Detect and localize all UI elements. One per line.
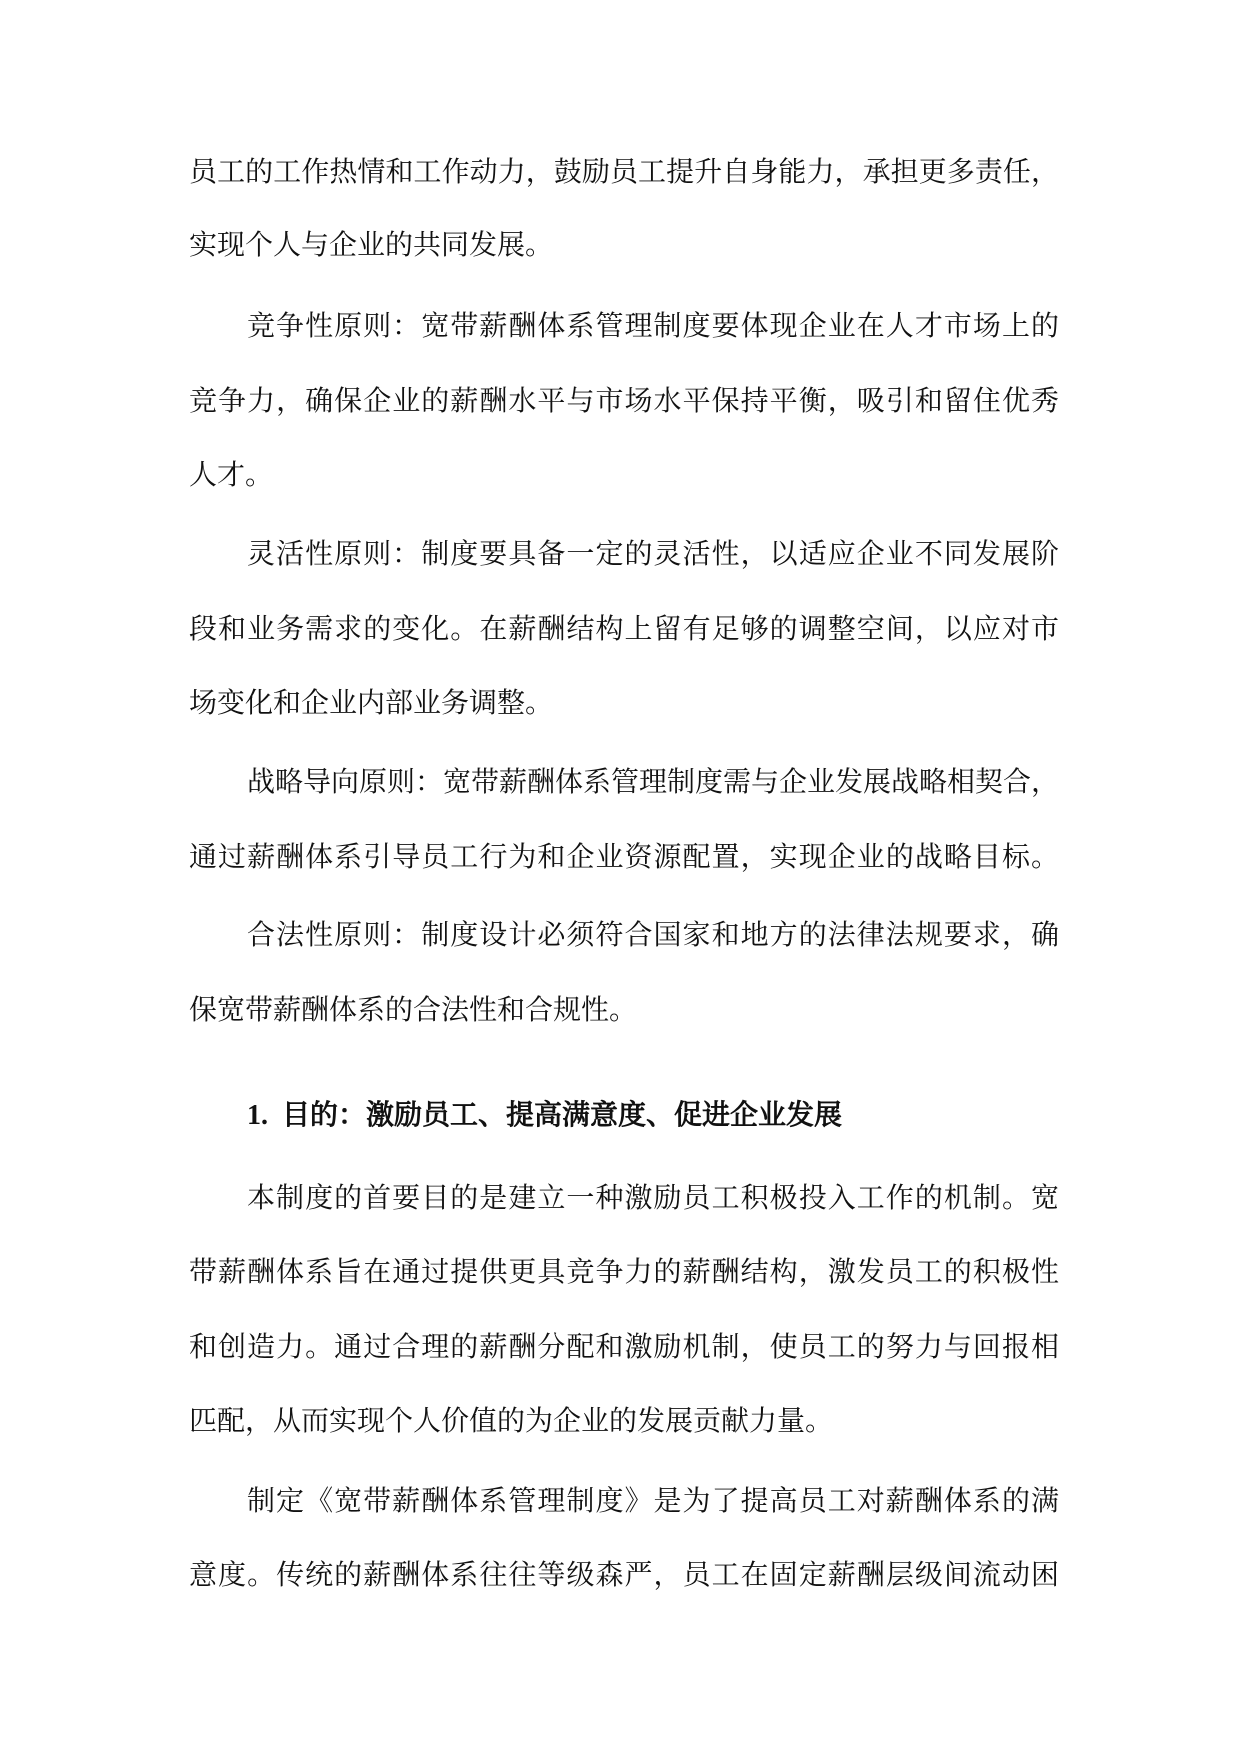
section-number: 1. — [247, 1100, 268, 1131]
body-line: 竞争力，确保企业的薪酬水平与市场水平保持平衡，吸引和留住优秀 — [189, 384, 1059, 417]
body-line: 本制度的首要目的是建立一种激励员工积极投入工作的机制。宽 — [247, 1181, 1059, 1214]
body-line: 匹配，从而实现个人价值的为企业的发展贡献力量。 — [189, 1404, 834, 1437]
body-line: 战略导向原则：宽带薪酬体系管理制度需与企业发展战略相契合， — [247, 765, 1060, 798]
body-line: 员工的工作热情和工作动力，鼓励员工提升自身能力，承担更多责任， — [189, 155, 1059, 188]
body-line: 场变化和企业内部业务调整。 — [189, 686, 554, 719]
section-heading — [247, 1095, 842, 1136]
body-line: 段和业务需求的变化。在薪酬结构上留有足够的调整空间，以应对市 — [189, 612, 1059, 645]
body-line: 带薪酬体系旨在通过提供更具竞争力的薪酬结构，激发员工的积极性 — [189, 1255, 1059, 1288]
body-line: 和创造力。通过合理的薪酬分配和激励机制，使员工的努力与回报相 — [189, 1330, 1059, 1363]
body-line: 合法性原则：制度设计必须符合国家和地方的法律法规要求，确 — [247, 918, 1059, 951]
body-line: 意度。传统的薪酬体系往往等级森严，员工在固定薪酬层级间流动困 — [189, 1558, 1059, 1591]
body-line: 保宽带薪酬体系的合法性和合规性。 — [189, 993, 638, 1026]
body-line: 制定《宽带薪酬体系管理制度》是为了提高员工对薪酬体系的满 — [247, 1484, 1059, 1517]
body-line: 竞争性原则：宽带薪酬体系管理制度要体现企业在人才市场上的 — [247, 309, 1059, 342]
body-line: 通过薪酬体系引导员工行为和企业资源配置，实现企业的战略目标。 — [189, 840, 1059, 873]
body-line: 灵活性原则：制度要具备一定的灵活性，以适应企业不同发展阶 — [247, 537, 1059, 570]
body-line: 实现个人与企业的共同发展。 — [189, 228, 554, 261]
section-title: 目的：激励员工、提高满意度、促进企业发展 — [282, 1098, 843, 1131]
body-line: 人才。 — [189, 458, 274, 491]
